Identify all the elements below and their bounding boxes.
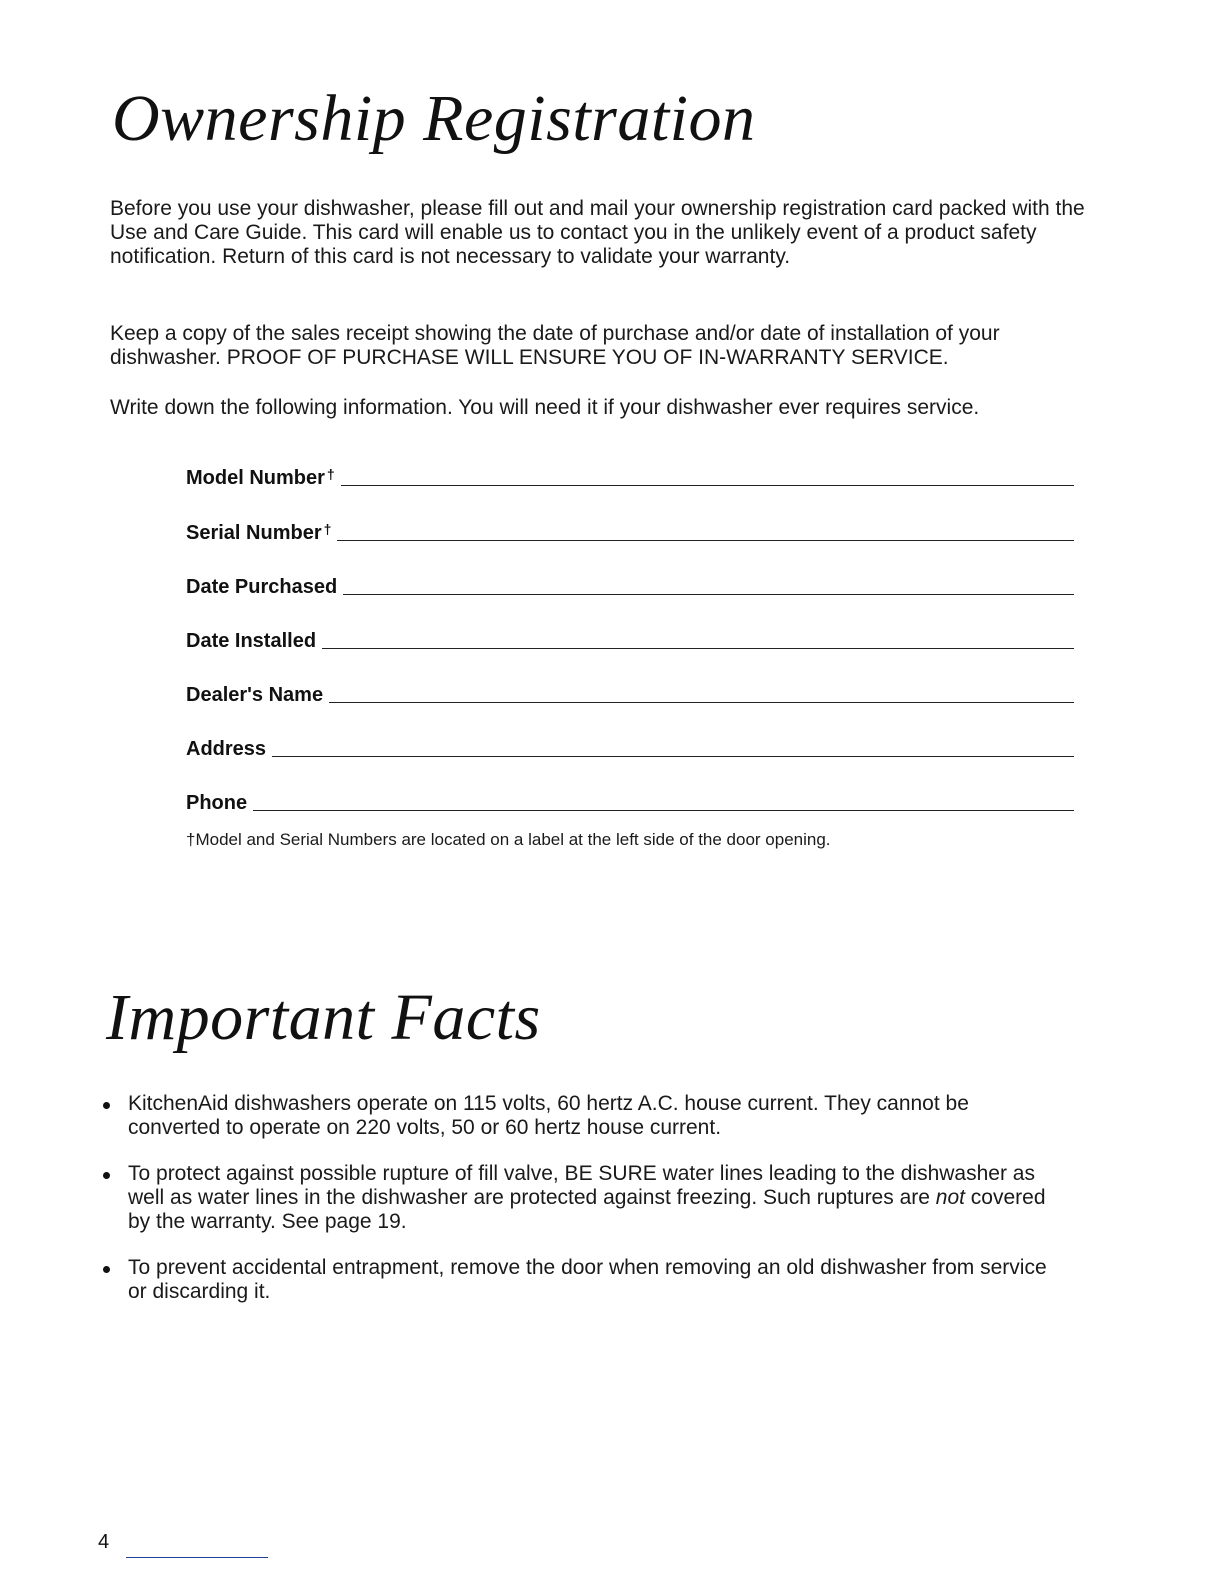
- registration-card-paragraph: Before you use your dishwasher, please fill out and mail your ownership registration card packed with the Use and Care Guide. This card will enable us to contact you in the unlikely event of a product safety notification. Return of this card is not necessary to validate your warranty.: [110, 197, 1085, 268]
- fact-freezing-emphasis: not: [935, 1186, 965, 1209]
- bullet-icon: [103, 1172, 110, 1179]
- address-field[interactable]: [272, 756, 1074, 757]
- sales-receipt-paragraph: Keep a copy of the sales receipt showing the date of purchase and/or date of installation of your dishwasher. PROOF OF PURCHASE WILL ENSURE YOU OF IN-WARRANTY SERVICE.: [110, 322, 1000, 369]
- page-number: 4: [98, 1531, 110, 1553]
- phone-field[interactable]: [253, 810, 1074, 811]
- important-facts-list: [100, 1092, 1060, 1326]
- fact-entrapment-text: To prevent accidental entrapment, remove the door when removing an old dishwasher from service or discarding it.: [128, 1256, 1047, 1303]
- address-row: [186, 731, 1074, 761]
- date-installed-label: Date Installed: [186, 630, 317, 652]
- dealers-name-row: [186, 677, 1074, 707]
- phone-label: Phone: [186, 792, 248, 814]
- model-number-field[interactable]: [341, 485, 1074, 486]
- fact-voltage: [100, 1092, 1060, 1140]
- model-number-row: [186, 460, 1074, 490]
- write-down-paragraph: Write down the following information. You will need it if your dishwasher ever requires service.: [110, 396, 980, 419]
- dealers-name-field[interactable]: [329, 702, 1074, 703]
- footer-rule: [126, 1557, 268, 1558]
- bullet-icon: [103, 1102, 110, 1109]
- date-installed-field[interactable]: [322, 648, 1074, 649]
- ownership-registration-heading: Ownership Registration: [112, 82, 756, 155]
- fact-freezing: [100, 1162, 1060, 1234]
- dealers-name-label: Dealer's Name: [186, 684, 324, 706]
- important-facts-heading: Important Facts: [106, 981, 541, 1054]
- date-purchased-row: [186, 569, 1074, 599]
- date-purchased-label: Date Purchased: [186, 576, 338, 598]
- phone-row: [186, 785, 1074, 815]
- serial-number-row: [186, 515, 1074, 545]
- fact-entrapment: [100, 1256, 1060, 1304]
- model-serial-footnote: †Model and Serial Numbers are located on a label at the left side of the door opening.: [186, 830, 831, 849]
- dagger-mark: †: [323, 521, 332, 537]
- fact-freezing-text: To protect against possible rupture of fill valve, BE SURE water lines leading to the dishwasher as well as water lines in the dishwasher are protected against freezing. Such ruptures are not covered by the warranty. See page 19.: [128, 1162, 1046, 1233]
- bullet-icon: [103, 1266, 110, 1273]
- serial-number-field[interactable]: [337, 540, 1074, 541]
- date-installed-row: [186, 623, 1074, 653]
- serial-number-label: Serial Number †: [186, 521, 332, 544]
- address-label: Address: [186, 738, 267, 760]
- dagger-mark: †: [326, 466, 335, 482]
- fact-voltage-text: KitchenAid dishwashers operate on 115 volts, 60 hertz A.C. house current. They cannot be converted to operate on 220 volts, 50 or 60 hertz house current.: [128, 1092, 969, 1139]
- model-number-label: Model Number †: [186, 466, 335, 489]
- date-purchased-field[interactable]: [343, 594, 1074, 595]
